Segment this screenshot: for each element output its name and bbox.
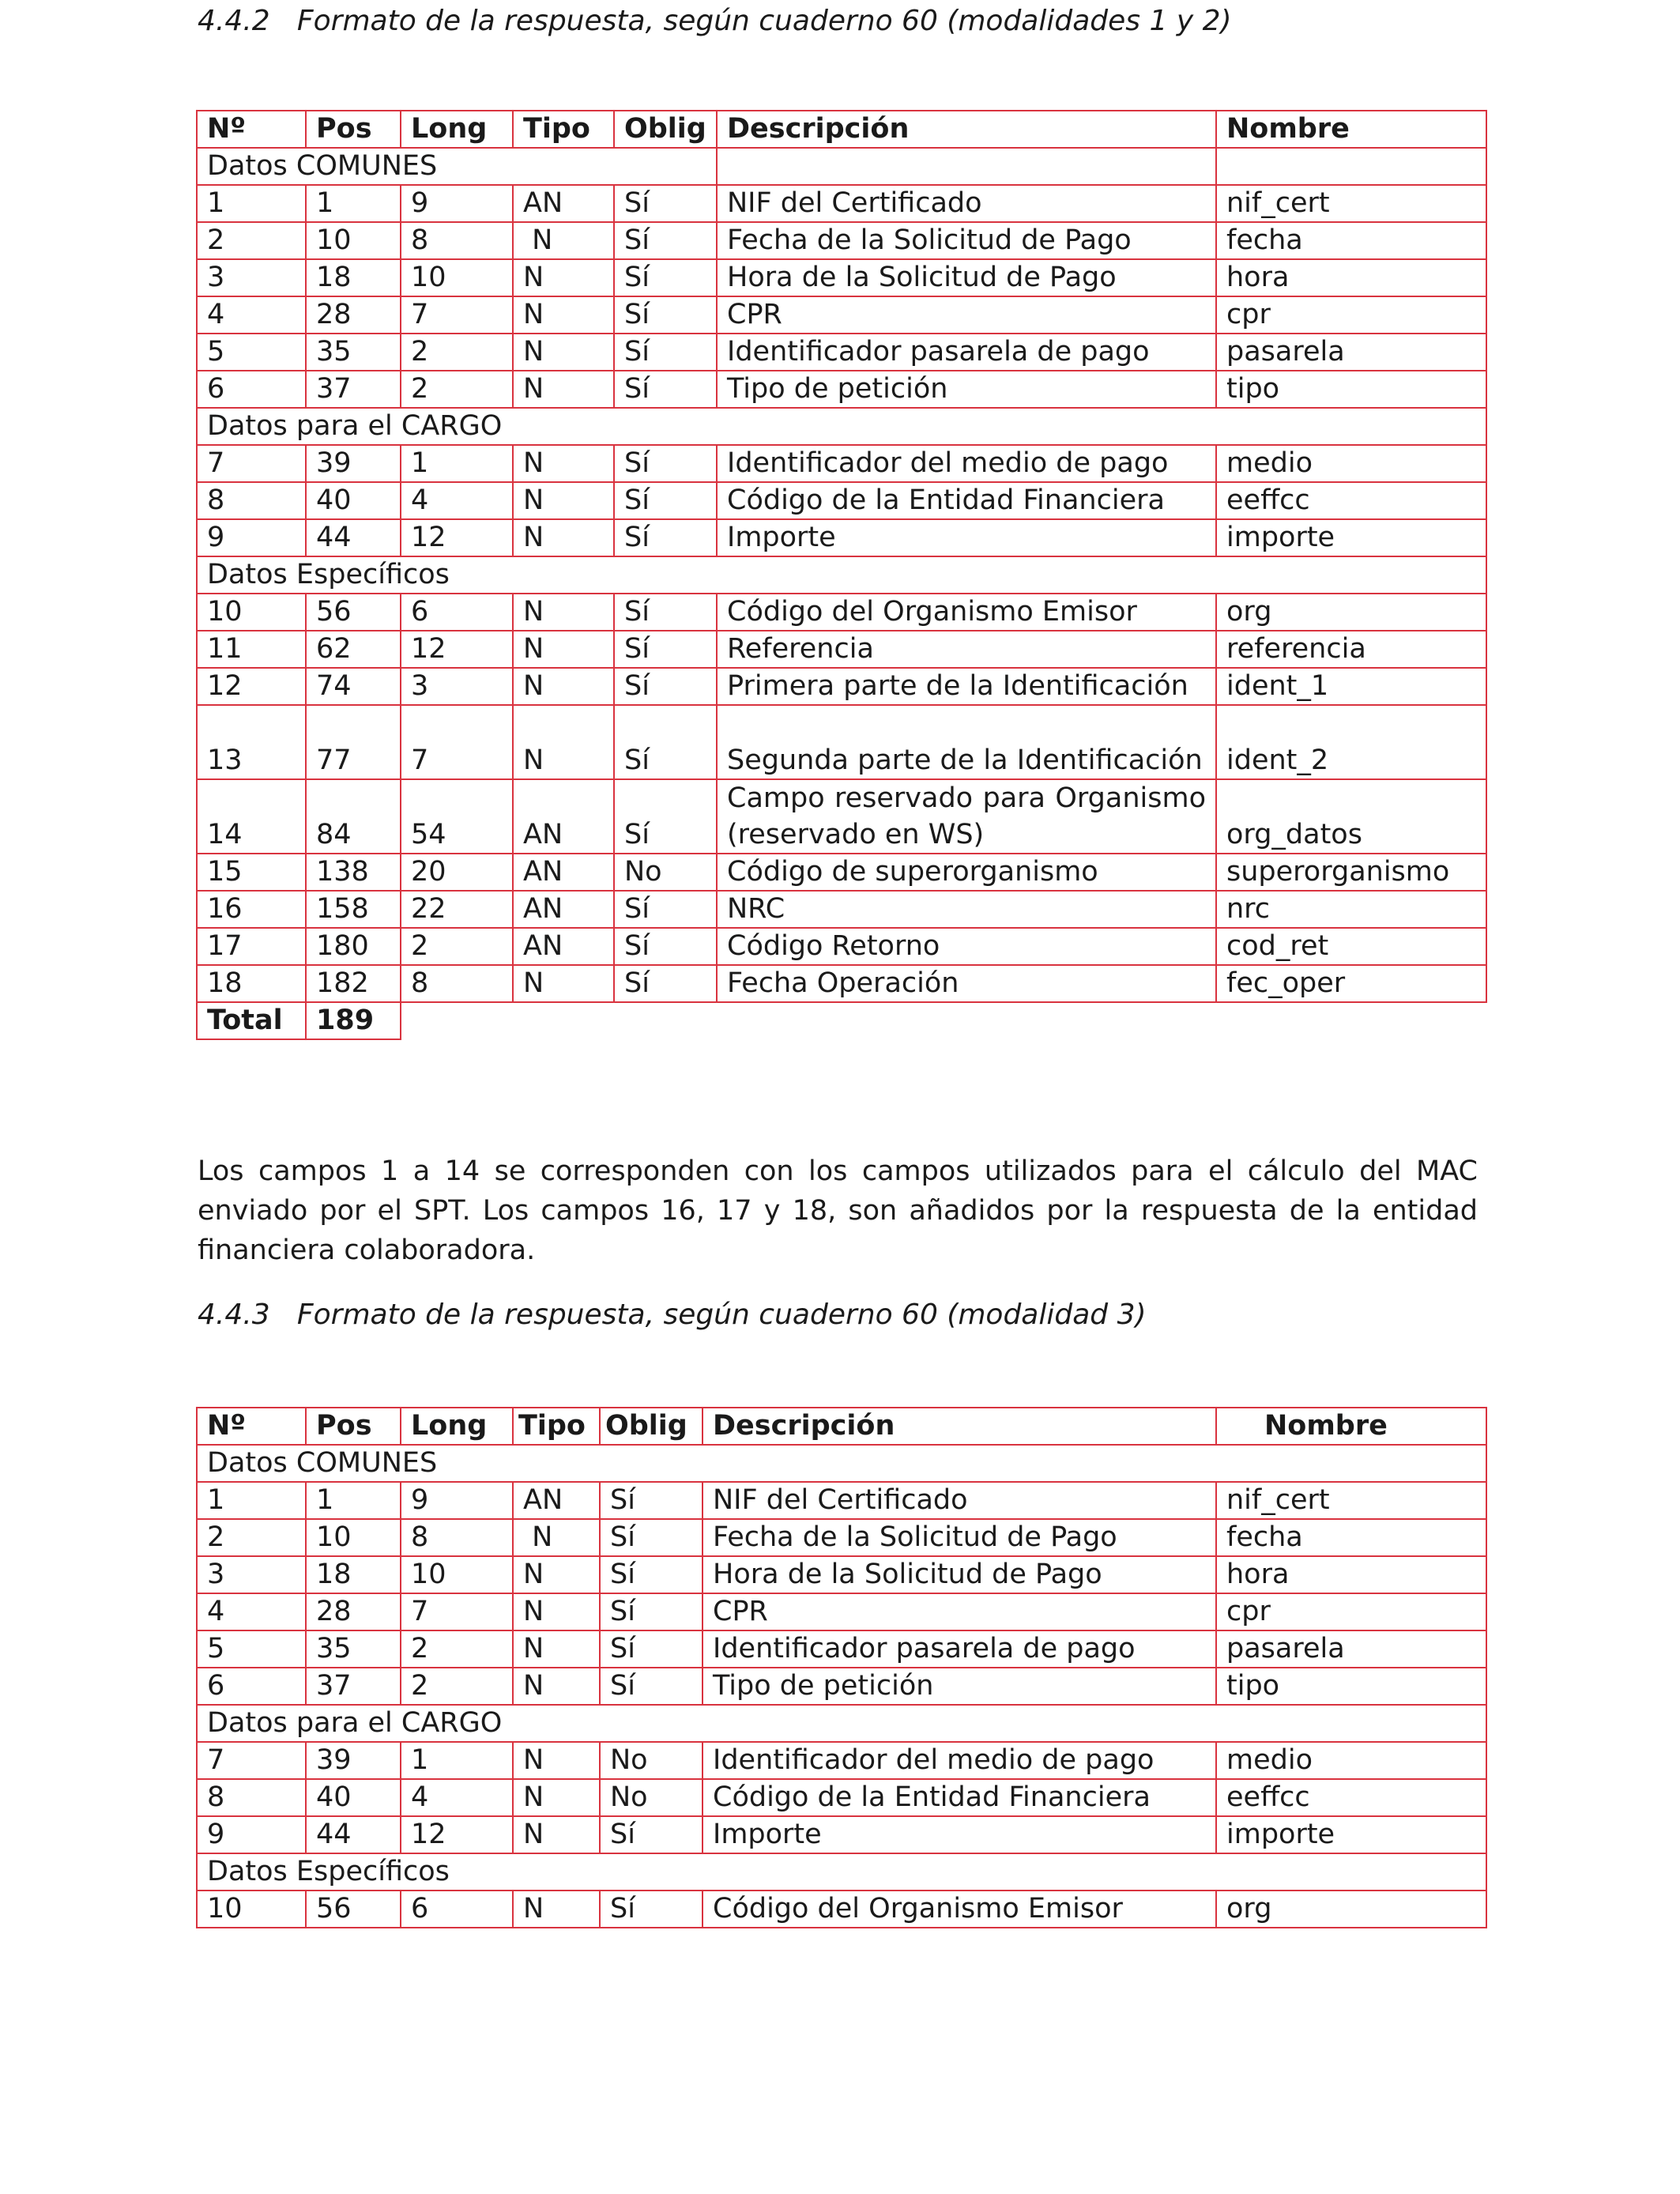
section-heading-4-4-3: 4.4.3 Formato de la respuesta, según cuaderno 60 (modalidad 3): [198, 1299, 1147, 1331]
cell-pos: 84: [306, 779, 401, 854]
cell-tipo: N: [513, 259, 614, 296]
cell-descripcion: Fecha Operación: [717, 965, 1216, 1002]
cell-oblig: Sí: [614, 928, 717, 965]
cell-oblig: Sí: [614, 668, 717, 705]
table-row: [197, 928, 1486, 965]
cell-oblig: Sí: [600, 1482, 703, 1519]
cell-oblig: Sí: [614, 222, 717, 259]
cell-tipo: N: [513, 1668, 600, 1705]
cell-long: 7: [401, 705, 513, 779]
cell-pos: 1: [306, 1482, 401, 1519]
cell-long: 10: [401, 259, 513, 296]
table-row: [197, 1593, 1486, 1630]
header-cell: Nº: [197, 111, 306, 148]
cell-num: 13: [197, 705, 306, 779]
group-row-especificos: [197, 556, 1486, 594]
group-label: Datos para el CARGO: [197, 1705, 1486, 1742]
cell-num: 3: [197, 1556, 306, 1593]
cell-long: 2: [401, 371, 513, 408]
cell-tipo: N: [513, 1742, 600, 1779]
cell-nombre: importe: [1216, 519, 1486, 556]
cell-long: 54: [401, 779, 513, 854]
cell-num: 18: [197, 965, 306, 1002]
table-header-row: [197, 111, 1486, 148]
cell-oblig: Sí: [614, 371, 717, 408]
table-row: [197, 371, 1486, 408]
cell-nombre: superorganismo: [1216, 854, 1486, 891]
cell-tipo: N: [513, 296, 614, 334]
cell-oblig: Sí: [614, 519, 717, 556]
table-row: [197, 334, 1486, 371]
cell-num: 9: [197, 1816, 306, 1853]
cell-tipo: N: [513, 1630, 600, 1668]
group-label: Datos para el CARGO: [197, 408, 1486, 445]
cell-descripcion: Código del Organismo Emisor: [703, 1891, 1216, 1928]
cell-oblig: Sí: [600, 1668, 703, 1705]
table-row: [197, 1519, 1486, 1556]
cell-oblig: Sí: [600, 1891, 703, 1928]
cell-nombre: org_datos: [1216, 779, 1486, 854]
cell-long: 9: [401, 185, 513, 222]
cell-nombre: medio: [1216, 445, 1486, 482]
cell-tipo: N: [513, 1816, 600, 1853]
header-cell: Long: [401, 1408, 513, 1445]
cell-tipo: N: [513, 965, 614, 1002]
cell-pos: 62: [306, 631, 401, 668]
cell-descripcion: Código del Organismo Emisor: [717, 594, 1216, 631]
cell-descripcion: Primera parte de la Identificación: [717, 668, 1216, 705]
cell-pos: 182: [306, 965, 401, 1002]
table-row: [197, 891, 1486, 928]
cell-pos: 10: [306, 1519, 401, 1556]
cell-num: 1: [197, 1482, 306, 1519]
table-row: [197, 519, 1486, 556]
empty-cell: [401, 1002, 1486, 1039]
table-row: [197, 1891, 1486, 1928]
cell-long: 2: [401, 928, 513, 965]
cell-long: 1: [401, 1742, 513, 1779]
cell-tipo: N: [513, 371, 614, 408]
cell-descripcion: Identificador pasarela de pago: [717, 334, 1216, 371]
cell-long: 8: [401, 222, 513, 259]
table-row: [197, 482, 1486, 519]
group-label: Datos Específicos: [197, 1853, 1486, 1891]
cell-descripcion: Código de la Entidad Financiera: [717, 482, 1216, 519]
cell-num: 8: [197, 1779, 306, 1816]
cell-tipo: N: [513, 1779, 600, 1816]
cell-num: 6: [197, 371, 306, 408]
cell-oblig: Sí: [614, 965, 717, 1002]
group-row-cargo: [197, 1705, 1486, 1742]
cell-tipo: N: [513, 668, 614, 705]
group-label: Datos COMUNES: [197, 148, 717, 185]
cell-nombre: tipo: [1216, 371, 1486, 408]
cell-oblig: Sí: [600, 1556, 703, 1593]
cell-descripcion: Fecha de la Solicitud de Pago: [703, 1519, 1216, 1556]
cell-oblig: Sí: [614, 594, 717, 631]
cell-pos: 40: [306, 482, 401, 519]
cell-oblig: Sí: [600, 1593, 703, 1630]
cell-descripcion: Fecha de la Solicitud de Pago: [717, 222, 1216, 259]
header-cell: Oblig: [614, 111, 717, 148]
cell-descripcion: Tipo de petición: [703, 1668, 1216, 1705]
cell-nombre: fec_oper: [1216, 965, 1486, 1002]
cell-pos: 37: [306, 371, 401, 408]
cell-oblig: No: [614, 854, 717, 891]
cell-long: 12: [401, 1816, 513, 1853]
empty-cell: [1216, 148, 1486, 185]
cell-pos: 10: [306, 222, 401, 259]
cell-num: 9: [197, 519, 306, 556]
cell-nombre: ident_1: [1216, 668, 1486, 705]
table-row: [197, 854, 1486, 891]
cell-tipo: AN: [513, 185, 614, 222]
cell-tipo: N: [513, 222, 614, 259]
table-row: [197, 594, 1486, 631]
cell-num: 6: [197, 1668, 306, 1705]
table-row: [197, 1668, 1486, 1705]
cell-num: 11: [197, 631, 306, 668]
response-format-table-modalidad-3: [196, 1407, 1487, 1928]
cell-long: 22: [401, 891, 513, 928]
cell-num: 4: [197, 296, 306, 334]
cell-num: 5: [197, 1630, 306, 1668]
cell-descripcion: Importe: [703, 1816, 1216, 1853]
table-row: [197, 668, 1486, 705]
cell-nombre: nif_cert: [1216, 1482, 1486, 1519]
cell-nombre: medio: [1216, 1742, 1486, 1779]
cell-pos: 44: [306, 1816, 401, 1853]
cell-pos: 77: [306, 705, 401, 779]
cell-pos: 18: [306, 259, 401, 296]
cell-descripcion: CPR: [717, 296, 1216, 334]
cell-nombre: importe: [1216, 1816, 1486, 1853]
cell-num: 2: [197, 222, 306, 259]
table-row: [197, 705, 1486, 779]
cell-descripcion: Hora de la Solicitud de Pago: [703, 1556, 1216, 1593]
header-cell: Oblig: [600, 1408, 703, 1445]
cell-nombre: hora: [1216, 259, 1486, 296]
table-row: [197, 631, 1486, 668]
cell-pos: 138: [306, 854, 401, 891]
total-value: 189: [306, 1002, 401, 1039]
cell-long: 7: [401, 1593, 513, 1630]
cell-long: 2: [401, 1668, 513, 1705]
cell-long: 1: [401, 445, 513, 482]
cell-nombre: eeffcc: [1216, 482, 1486, 519]
table-header-row: [197, 1408, 1486, 1445]
cell-long: 2: [401, 334, 513, 371]
cell-oblig: Sí: [614, 334, 717, 371]
cell-descripcion: Código de la Entidad Financiera: [703, 1779, 1216, 1816]
cell-oblig: Sí: [614, 296, 717, 334]
cell-tipo: N: [513, 631, 614, 668]
cell-oblig: Sí: [614, 185, 717, 222]
group-row-cargo: [197, 408, 1486, 445]
table-row: [197, 1630, 1486, 1668]
cell-nombre: nrc: [1216, 891, 1486, 928]
cell-num: 17: [197, 928, 306, 965]
cell-tipo: N: [513, 445, 614, 482]
cell-pos: 39: [306, 1742, 401, 1779]
cell-long: 8: [401, 1519, 513, 1556]
cell-oblig: No: [600, 1779, 703, 1816]
cell-oblig: Sí: [600, 1816, 703, 1853]
cell-nombre: cpr: [1216, 1593, 1486, 1630]
cell-tipo: AN: [513, 928, 614, 965]
group-label: Datos COMUNES: [197, 1445, 1486, 1482]
cell-nombre: hora: [1216, 1556, 1486, 1593]
header-cell: Pos: [306, 111, 401, 148]
header-cell: Descripción: [703, 1408, 1216, 1445]
cell-tipo: N: [513, 482, 614, 519]
cell-descripcion: Identificador del medio de pago: [703, 1742, 1216, 1779]
header-cell: Nombre: [1216, 111, 1486, 148]
cell-pos: 74: [306, 668, 401, 705]
cell-nombre: referencia: [1216, 631, 1486, 668]
table-row: [197, 779, 1486, 854]
table-row: [197, 1556, 1486, 1593]
table-row: [197, 1816, 1486, 1853]
cell-pos: 180: [306, 928, 401, 965]
table-row: [197, 1742, 1486, 1779]
cell-descripcion: Hora de la Solicitud de Pago: [717, 259, 1216, 296]
cell-descripcion: NRC: [717, 891, 1216, 928]
cell-long: 3: [401, 668, 513, 705]
cell-descripcion: Código de superorganismo: [717, 854, 1216, 891]
empty-cell: [717, 148, 1216, 185]
cell-num: 7: [197, 1742, 306, 1779]
cell-nombre: org: [1216, 594, 1486, 631]
section-heading-4-4-2: 4.4.2 Formato de la respuesta, según cuaderno 60 (modalidades 1 y 2): [198, 5, 1232, 37]
cell-long: 4: [401, 1779, 513, 1816]
cell-oblig: Sí: [614, 482, 717, 519]
table-row: [197, 259, 1486, 296]
cell-nombre: cod_ret: [1216, 928, 1486, 965]
explanatory-paragraph: Los campos 1 a 14 se corresponden con los campos utilizados para el cálculo del MAC enviado por el SPT. Los campos 16, 17 y 18, son añadidos por la respuesta de la entidad financiera colaboradora.: [198, 1155, 1478, 1266]
cell-descripcion: Referencia: [717, 631, 1216, 668]
table-row: [197, 296, 1486, 334]
cell-pos: 18: [306, 1556, 401, 1593]
cell-descripcion: Identificador del medio de pago: [717, 445, 1216, 482]
cell-oblig: Sí: [600, 1630, 703, 1668]
cell-nombre: eeffcc: [1216, 1779, 1486, 1816]
header-cell: Tipo: [513, 1408, 600, 1445]
cell-oblig: Sí: [614, 259, 717, 296]
cell-oblig: No: [600, 1742, 703, 1779]
cell-pos: 39: [306, 445, 401, 482]
cell-tipo: AN: [513, 854, 614, 891]
group-row-comunes: [197, 148, 1486, 185]
cell-oblig: Sí: [600, 1519, 703, 1556]
cell-num: 15: [197, 854, 306, 891]
cell-num: 10: [197, 594, 306, 631]
cell-num: 1: [197, 185, 306, 222]
cell-nombre: fecha: [1216, 222, 1486, 259]
cell-num: 10: [197, 1891, 306, 1928]
cell-num: 4: [197, 1593, 306, 1630]
cell-tipo: N: [513, 1556, 600, 1593]
cell-tipo: AN: [513, 1482, 600, 1519]
group-row-comunes: [197, 1445, 1486, 1482]
response-format-table-modalidades-1-2: [196, 110, 1487, 1040]
cell-tipo: AN: [513, 779, 614, 854]
cell-long: 10: [401, 1556, 513, 1593]
cell-pos: 44: [306, 519, 401, 556]
cell-pos: 28: [306, 296, 401, 334]
cell-pos: 37: [306, 1668, 401, 1705]
cell-nombre: pasarela: [1216, 334, 1486, 371]
cell-long: 6: [401, 1891, 513, 1928]
cell-long: 8: [401, 965, 513, 1002]
cell-nombre: nif_cert: [1216, 185, 1486, 222]
table-row: [197, 185, 1486, 222]
cell-tipo: AN: [513, 891, 614, 928]
cell-pos: 35: [306, 334, 401, 371]
cell-descripcion: NIF del Certificado: [717, 185, 1216, 222]
header-cell: Pos: [306, 1408, 401, 1445]
header-cell: Nº: [197, 1408, 306, 1445]
cell-long: 2: [401, 1630, 513, 1668]
cell-long: 12: [401, 631, 513, 668]
cell-long: 4: [401, 482, 513, 519]
cell-tipo: N: [513, 1891, 600, 1928]
table-row: [197, 222, 1486, 259]
table-row: [197, 1482, 1486, 1519]
cell-num: 16: [197, 891, 306, 928]
cell-descripcion: Código Retorno: [717, 928, 1216, 965]
cell-tipo: N: [513, 705, 614, 779]
cell-pos: 28: [306, 1593, 401, 1630]
cell-num: 3: [197, 259, 306, 296]
cell-descripcion: Identificador pasarela de pago: [703, 1630, 1216, 1668]
cell-num: 14: [197, 779, 306, 854]
cell-pos: 56: [306, 1891, 401, 1928]
cell-nombre: ident_2: [1216, 705, 1486, 779]
cell-num: 2: [197, 1519, 306, 1556]
total-label: Total: [197, 1002, 306, 1039]
cell-tipo: N: [513, 594, 614, 631]
cell-num: 8: [197, 482, 306, 519]
group-row-especificos: [197, 1853, 1486, 1891]
cell-nombre: pasarela: [1216, 1630, 1486, 1668]
cell-pos: 56: [306, 594, 401, 631]
total-row: [197, 1002, 1486, 1039]
cell-descripcion: NIF del Certificado: [703, 1482, 1216, 1519]
header-cell: Nombre: [1216, 1408, 1486, 1445]
cell-tipo: N: [513, 1519, 600, 1556]
cell-descripcion: Campo reservado para Organismo (reservado en WS): [717, 779, 1216, 854]
cell-tipo: N: [513, 1593, 600, 1630]
cell-nombre: tipo: [1216, 1668, 1486, 1705]
header-cell: Descripción: [717, 111, 1216, 148]
cell-descripcion: CPR: [703, 1593, 1216, 1630]
cell-num: 12: [197, 668, 306, 705]
table-row: [197, 1779, 1486, 1816]
cell-num: 5: [197, 334, 306, 371]
cell-descripcion: Tipo de petición: [717, 371, 1216, 408]
header-cell: Long: [401, 111, 513, 148]
cell-tipo: N: [513, 334, 614, 371]
cell-nombre: fecha: [1216, 1519, 1486, 1556]
cell-pos: 40: [306, 1779, 401, 1816]
cell-nombre: org: [1216, 1891, 1486, 1928]
cell-oblig: Sí: [614, 891, 717, 928]
cell-oblig: Sí: [614, 631, 717, 668]
cell-long: 9: [401, 1482, 513, 1519]
cell-nombre: cpr: [1216, 296, 1486, 334]
cell-num: 7: [197, 445, 306, 482]
cell-descripcion: Importe: [717, 519, 1216, 556]
cell-long: 12: [401, 519, 513, 556]
cell-tipo: N: [513, 519, 614, 556]
cell-oblig: Sí: [614, 779, 717, 854]
cell-long: 20: [401, 854, 513, 891]
table-row: [197, 445, 1486, 482]
header-cell: Tipo: [513, 111, 614, 148]
cell-descripcion: Segunda parte de la Identificación: [717, 705, 1216, 779]
cell-long: 6: [401, 594, 513, 631]
cell-long: 7: [401, 296, 513, 334]
group-label: Datos Específicos: [197, 556, 1486, 594]
table-row: [197, 965, 1486, 1002]
cell-pos: 1: [306, 185, 401, 222]
cell-pos: 35: [306, 1630, 401, 1668]
cell-oblig: Sí: [614, 705, 717, 779]
cell-pos: 158: [306, 891, 401, 928]
cell-oblig: Sí: [614, 445, 717, 482]
